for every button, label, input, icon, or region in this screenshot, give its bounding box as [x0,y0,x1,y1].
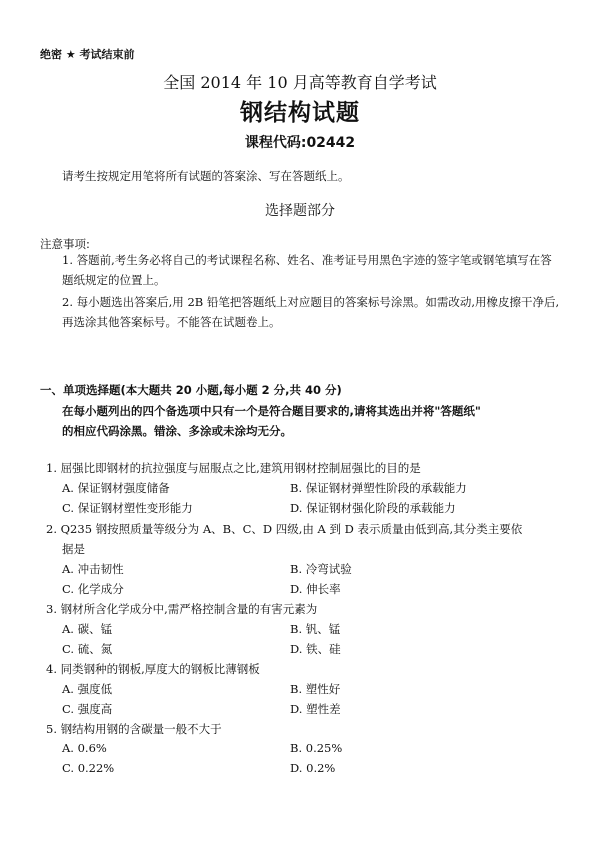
option-b: B. 保证钢材弹塑性阶段的承载能力 [290,481,467,495]
option-a: A. 强度低 [62,682,113,696]
option-c: C. 强度高 [62,702,113,716]
option-d: D. 0.2% [290,761,336,775]
subject-title: 钢结构试题 [240,100,360,126]
option-b: B. 塑性好 [290,682,341,696]
option-c: C. 0.22% [62,761,115,775]
option-a: A. 冲击韧性 [62,562,124,576]
section-title: 一、单项选择题(本大题共 20 小题,每小题 2 分,共 40 分) [40,383,342,397]
option-a: A. 0.6% [62,741,107,755]
option-b: B. 冷弯试验 [290,562,352,576]
option-c: C. 化学成分 [62,582,124,596]
note-item [40,250,560,290]
question-stem-cont: 据是 [62,542,85,556]
question-stem: 4. 同类钢种的钢板,厚度大的钢板比薄钢板 [46,662,260,676]
section-desc: 的相应代码涂黑。错涂、多涂或未涂均无分。 [62,424,292,438]
part-title: 选择题部分 [265,203,335,219]
option-c: C. 硫、氮 [62,642,113,656]
note-item [40,292,560,332]
note-text: 2. 每小题选出答案后,用 2B 铅笔把答题纸上对应题目的答案标号涂黑。如需改动,用橡皮擦干净后,再选涂其他答案标号。不能答在试题卷上。 [62,295,560,329]
option-a: A. 碳、锰 [62,622,113,636]
exam-name: 全国 2014 年 10 月高等教育自学考试 [163,73,437,92]
question-stem: 3. 钢材所含化学成分中,需严格控制含量的有害元素为 [46,602,318,616]
question-stem: 1. 屈强比即钢材的抗拉强度与屈服点之比,建筑用钢材控制屈强比的目的是 [46,461,421,475]
question-stem: 5. 钢结构用钢的含碳量一般不大于 [46,722,222,736]
course-code: 课程代码:02442 [244,135,356,151]
option-d: D. 伸长率 [290,582,341,596]
confidential-label: 绝密 ★ 考试结束前 [40,48,135,61]
option-d: D. 铁、硅 [290,642,341,656]
option-d: D. 塑性差 [290,702,341,716]
option-d: D. 保证钢材强化阶段的承载能力 [290,501,456,515]
option-b: B. 0.25% [290,741,343,755]
answer-instruction: 请考生按规定用笔将所有试题的答案涂、写在答题纸上。 [62,169,350,183]
option-b: B. 钒、锰 [290,622,341,636]
option-a: A. 保证钢材强度储备 [62,481,170,495]
question-stem: 2. Q235 钢按照质量等级分为 A、B、C、D 四级,由 A 到 D 表示质量由低到高,其分类主要依 [46,522,523,536]
notes-heading: 注意事项: [40,237,90,251]
note-text: 1. 答题前,考生务必将自己的考试课程名称、姓名、准考证号用黑色字迹的签字笔或钢笔填写在答题纸规定的位置上。 [62,253,552,287]
section-desc: 在每小题列出的四个备选项中只有一个是符合题目要求的,请将其选出并将"答题纸" [62,404,481,418]
option-c: C. 保证钢材塑性变形能力 [62,501,193,515]
